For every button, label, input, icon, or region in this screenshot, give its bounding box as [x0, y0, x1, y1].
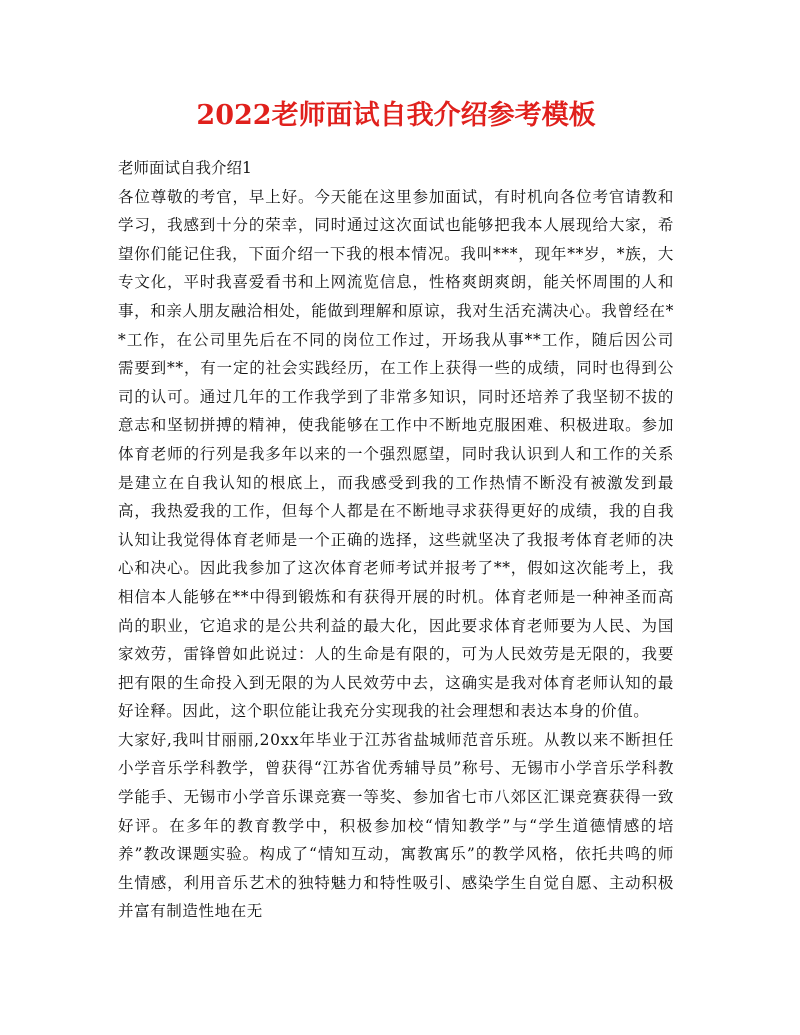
- section-heading: 老师面试自我介绍1: [118, 159, 252, 177]
- paragraph-2: 大家好,我叫甘丽丽,20xx年毕业于江苏省盐城师范音乐班。从教以来不断担任小学音乐学科教学，曾获得“江苏省优秀辅导员”称号、无锡市小学音乐学科教学能手、无锡市小学音乐课竞赛一等奖、参加省七市八郊区汇课竞赛获得一致好评。在多年的教育教学中，积极参加校“情知教学”与“学生道德情感的培养”教改课题实验。构成了“情知互动，寓教寓乐”的教学风格，依托共鸣的师生情感，利用音乐艺术的独特魅力和特性吸引、感染学生自觉自愿、主动积极并富有制造性地在无: [118, 730, 674, 921]
- document-page: [118, 96, 674, 926]
- document-title: 2022老师面试自我介绍参考模板: [196, 100, 596, 131]
- paragraph-1: 各位尊敬的考官，早上好。今天能在这里参加面试，有时机向各位考官请教和学习，我感到十分的荣幸，同时通过这次面试也能够把我本人展现给大家，希望你们能记住我，下面介绍一下我的根本情况。我叫***，现年**岁，*族，大专文化，平时我喜爱看书和上网流览信息，性格爽朗爽朗，能关怀周围的人和事，和亲人朋友融洽相处，能做到理解和原谅，我对生活充满决心。我曾经在**工作，在公司里先后在不同的岗位工作过，开场我从事**工作，随后因公司需要到**，有一定的社会实践经历，在工作上获得一些的成绩，同时也得到公司的认可。通过几年的工作我学到了非常多知识，同时还培养了我坚韧不拔的意志和坚韧拼搏的精神，使我能够在工作中不断地克服困难、积极进取。参加体育老师的行列是我多年以来的一个强烈愿望，同时我认识到人和工作的关系是建立在自我认知的根底上，而我感受到我的工作热情不断没有被激发到最高，我热爱我的工作，但每个人都是在不断地寻求获得更好的成绩，我的自我认知让我觉得体育老师是一个正确的选择，这些就坚决了我报考体育老师的决心和决心。因此我参加了这次体育老师考试并报考了**，假如这次能考上，我相信本人能够在**中得到锻炼和有获得开展的时机。体育老师是一种神圣而高尚的职业，它追求的是公共利益的最大化，因此要求体育老师要为人民、为国家效劳，雷锋曾如此说过：人的生命是有限的，可为人民效劳是无限的，我要把有限的生命投入到无限的为人民效劳中去，这确实是我对体育老师认知的最好诠释。因此，这个职位能让我充分实现我的社会理想和表达本身的价值。: [118, 187, 674, 721]
